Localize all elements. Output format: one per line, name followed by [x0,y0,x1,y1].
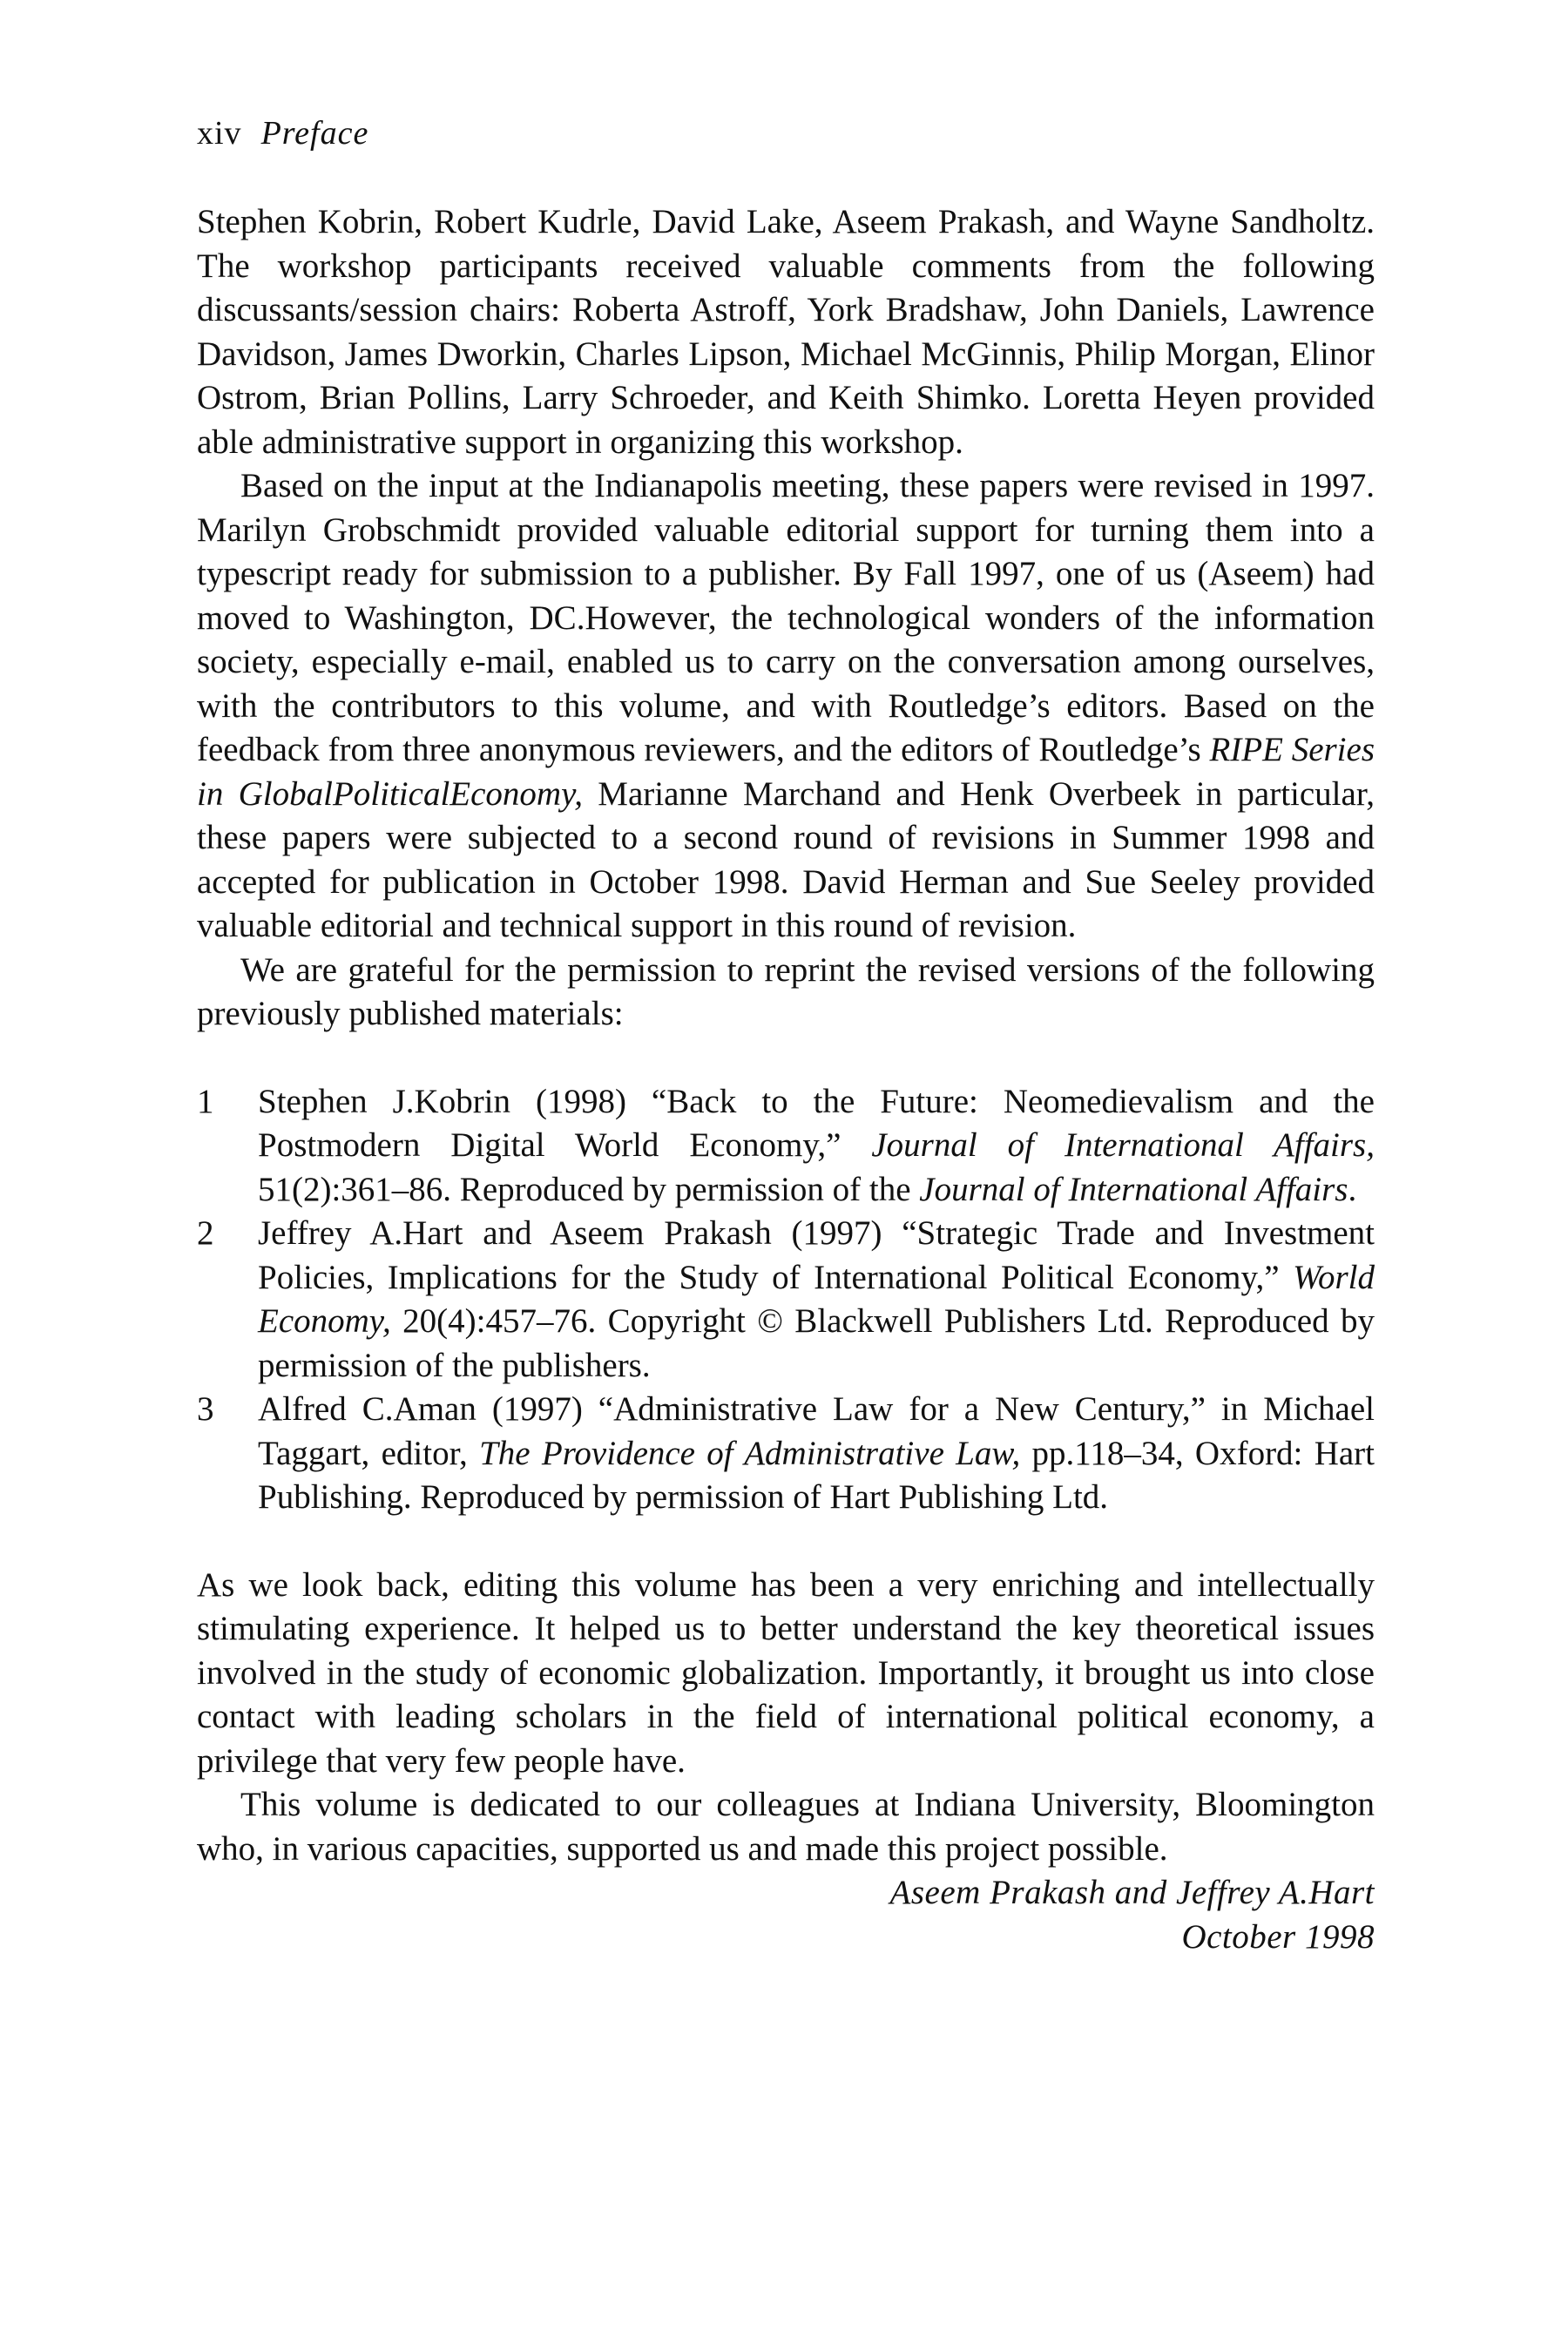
list-item-number: 1 [197,1082,214,1120]
paragraph-revisions-text-a: Based on the input at the Indianapolis meeting, these papers were revised in 1997. Marilyn Grobschmidt provided valuable editorial support for turning them into a typescript ready for submission to a publisher. By Fall 1997, one of us (Aseem) had moved to Washington, DC.However, the technological wonders of the information society, especially e-mail, enabled us to carry on the conversation among ourselves, with the contributors to this volume, and with Routledge’s editors. Based on the feedback from three anonymous reviewers, and the editors of Routledge’s [197,467,1375,768]
book-title: The Providence of Administrative Law, [479,1434,1021,1472]
paragraph-dedication: This volume is dedicated to our colleagues at Indiana University, Bloomington who, in various capacities, supported us and made this project possible. [197,1786,1375,1868]
signature-date: October 1998 [1181,1917,1375,1956]
list-item-text: 20(4):457–76. Copyright © Blackwell Publishers Ltd. Reproduced by permission of the publishers. [258,1302,1375,1384]
list-item-text: Stephen J.Kobrin (1998) “Back to the Future: Neomedievalism and the Postmodern Digital World Economy,” [258,1082,1375,1164]
journal-title: World Economy, [258,1258,1375,1340]
list-item-text: 51(2):361–86. Reproduced by permission of the [258,1170,920,1208]
list-item [197,1212,1375,1388]
list-item [197,1080,1375,1213]
list-item-text: Alfred C.Aman (1997) “Administrative Law for a New Century,” in Michael Taggart, editor, [258,1390,1375,1472]
reprinted-materials-list [197,1080,1375,1520]
section-title: Preface [260,115,369,152]
list-item-text: . [1348,1170,1357,1208]
paragraph-permissions-intro: We are grateful for the permission to reprint the revised versions of the following previously published materials: [197,950,1375,1032]
list-item-text: pp.118–34, Oxford: Hart Publishing. Reproduced by permission of Hart Publishing Ltd. [258,1434,1375,1516]
paragraph-revisions-text-b: Marianne Marchand and Henk Overbeek in particular, these papers were subjected to a second round of revisions in Summer 1998 and accepted for publication in October 1998. David Herman and Sue Seeley provided valuable editorial and technical support in this round of revision. [197,774,1375,944]
signature-block [197,1871,1375,1959]
paragraph-revisions [197,464,1375,949]
journal-title: Journal of International Affairs [919,1170,1348,1208]
signature-authors: Aseem Prakash and Jeffrey A.Hart [889,1874,1375,1911]
list-item-number: 3 [197,1390,214,1428]
list-item [197,1388,1375,1520]
paragraph-reflection: As we look back, editing this volume has been a very enriching and intellectually stimulating experience. It helped us to better understand the key theoretical issues involved in the study of economic globalization. Importantly, it brought us into close contact with leading scholars in the field of international political economy, a privilege that very few people have. [197,1565,1375,1780]
running-head [197,112,368,155]
page-number: xiv [197,115,242,152]
preface-body [197,200,1375,1959]
list-item-text: Jeffrey A.Hart and Aseem Prakash (1997) “Strategic Trade and Investment Policies, Implications for the Study of International Political Economy,” [258,1214,1375,1296]
journal-title: Journal of International Affairs, [871,1126,1375,1164]
list-item-number: 2 [197,1214,214,1252]
paragraph-workshop-participants: Stephen Kobrin, Robert Kudrle, David Lake, Aseem Prakash, and Wayne Sandholtz. The workshop participants received valuable comments from the following discussants/session chairs: Roberta Astroff, York Bradshaw, John Daniels, Lawrence Davidson, James Dworkin, Charles Lipson, Michael McGinnis, Philip Morgan, Elinor Ostrom, Brian Pollins, Larry Schroeder, and Keith Shimko. Loretta Heyen provided able administrative support in organizing this workshop. [197,203,1375,461]
series-title: RIPE Series in GlobalPoliticalEconomy, [197,731,1375,813]
